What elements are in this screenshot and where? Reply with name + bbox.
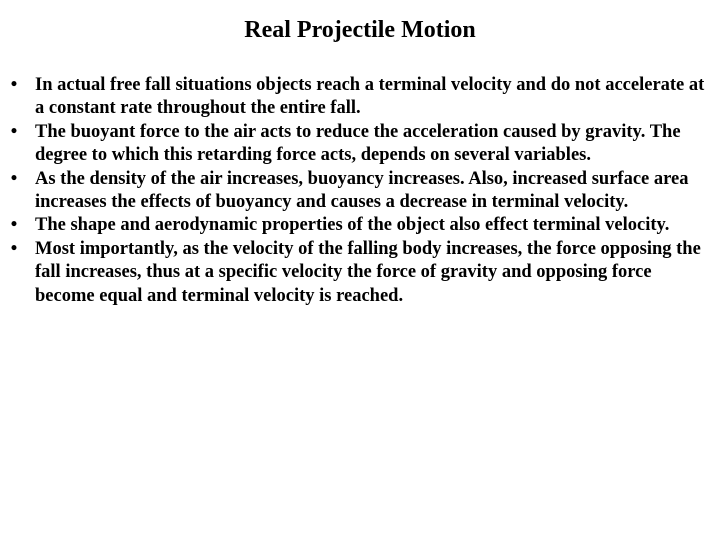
bullet-item: [6, 121, 714, 168]
bullet-text: In actual free fall situations objects reach a terminal velocity and do not accelerate at a constant rate throughout the entire fall.: [35, 75, 705, 119]
bullet-text: Most importantly, as the velocity of the falling body increases, the force opposing the fall increases, thus at a specific velocity the force of gravity and opposing force become equal and terminal velocity is reached.: [35, 238, 701, 306]
bullet-item: [6, 214, 714, 237]
bullet-item: [6, 74, 714, 121]
bullet-icon: •: [10, 75, 18, 95]
bullet-icon: •: [10, 215, 18, 236]
bullet-list: [6, 74, 714, 308]
bullet-icon: •: [10, 168, 18, 189]
bullet-item: [6, 238, 714, 308]
slide-title: Real Projectile Motion: [244, 17, 476, 43]
bullet-text: The buoyant force to the air acts to reduce the acceleration caused by gravity. The degree to which this retarding force acts, depends on several variables.: [35, 121, 681, 166]
bullet-item: [6, 168, 714, 215]
bullet-text: As the density of the air increases, buoyancy increases. Also, increased surface area increases the effects of buoyancy and causes a decrease in terminal velocity.: [35, 168, 689, 213]
bullet-text: The shape and aerodynamic properties of the object also effect terminal velocity.: [35, 215, 670, 236]
bullet-icon: •: [10, 121, 18, 142]
bullet-icon: •: [10, 238, 18, 259]
